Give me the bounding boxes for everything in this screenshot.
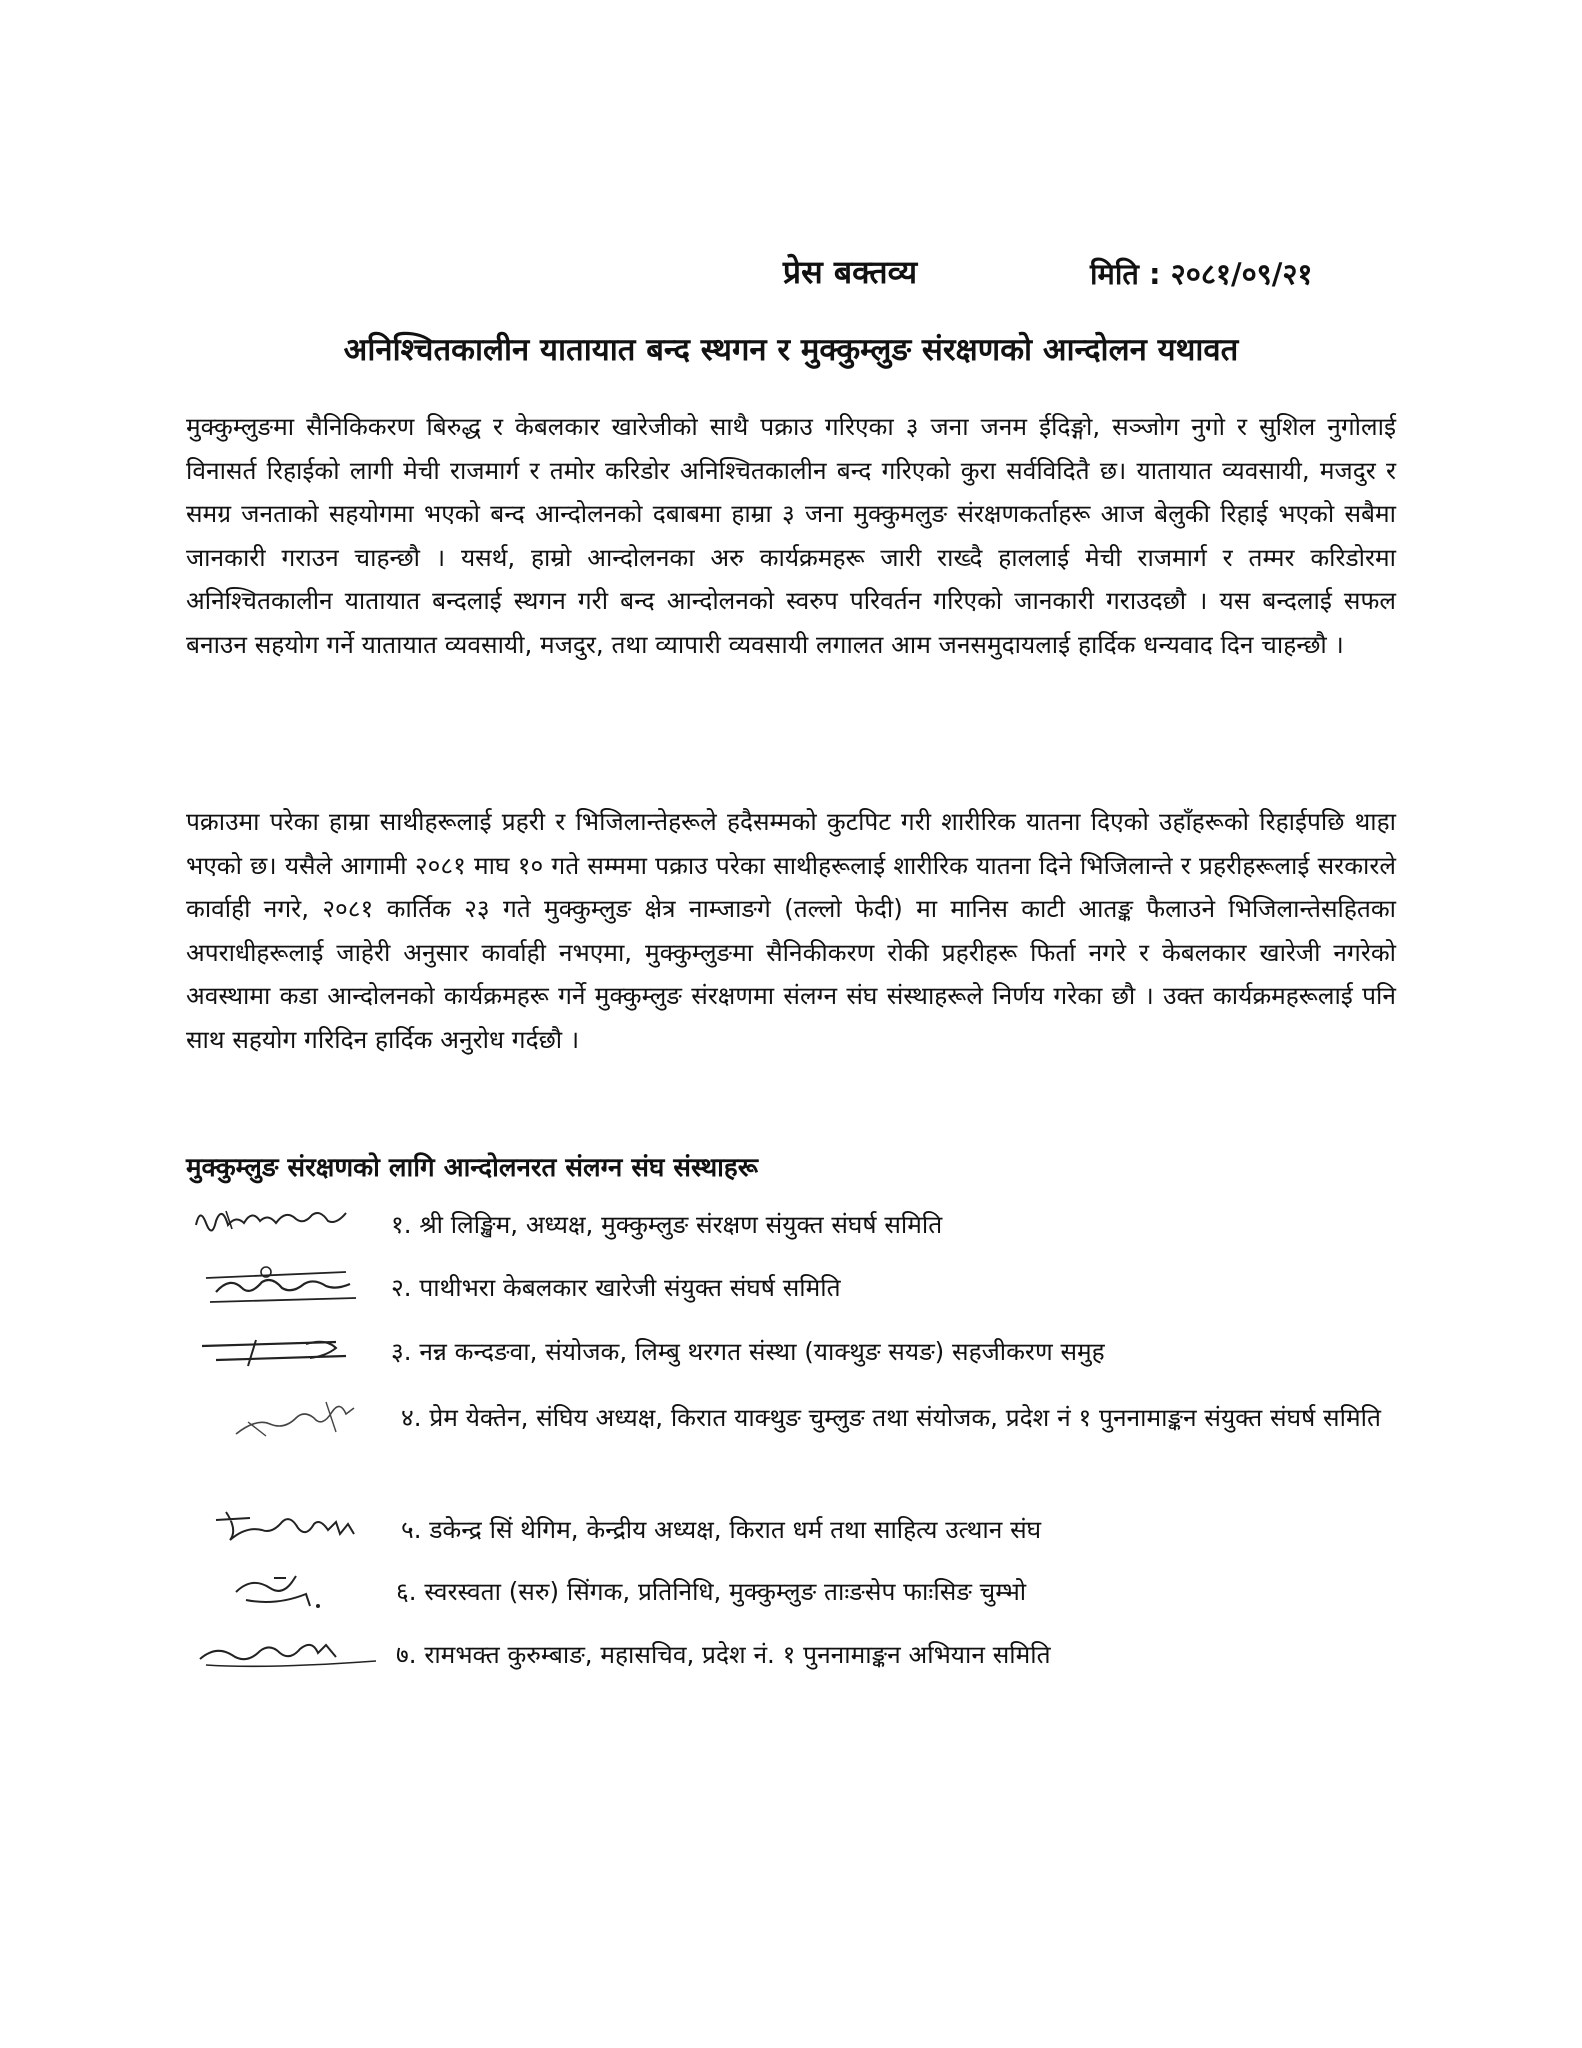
signatory-text: ६. स्वरस्वता (सरु) सिंगक, प्रतिनिधि, मुक्कुम्लुङ ताःङसेप फाःसिङ चुम्भो <box>396 1577 1027 1606</box>
paragraph-1: मुक्कुम्लुङमा सैनिकिकरण बिरुद्ध र केबलकार खारेजीको साथै पक्राउ गरिएका ३ जना जनम ईदिङ्गो, सञ्जोग नुगो र सुशिल नुगोलाई विनासर्त रिहाईको लागी मेची राजमार्ग र तमोर करिडोर अनिश्चितकालीन बन्द गरिएको कुरा सर्वविदितै छ। यातायात व्यवसायी, मजदुर र समग्र जनताको सहयोगमा भएको बन्द आन्दोलनको दबाबमा हाम्रा ३ जना मुक्कुमलुङ संरक्षणकर्ताहरू आज बेलुकी रिहाई भएको सबैमा जानकारी गराउन चाहन्छौ । यसर्थ, हाम्रो आन्दोलनका अरु कार्यक्रमहरू जारी राख्दै हाललाई मेची राजमार्ग र तम्मर करिडोरमा अनिश्चितकालीन यातायात बन्दलाई स्थगन गरी बन्द आन्दोलनको स्वरुप परिवर्तन गरिएको जानकारी गराउदछौ । यस बन्दलाई सफल बनाउन सहयोग गर्ने यातायात व्यवसायी, मजदुर, तथा व्यापारी व्यवसायी लगालत आम जनसमुदायलाई हार्दिक धन्यवाद दिन चाहन्छौ । <box>186 412 1396 659</box>
handwritten-signature <box>186 1322 376 1382</box>
signatory-text: ५. डकेन्द्र सिं थेगिम, केन्द्रीय अध्यक्ष, किरात धर्म तथा साहित्य उत्थान संघ <box>401 1515 1042 1544</box>
headline: अनिश्चितकालीन यातायात बन्द स्थगन र मुक्कुम्लुङ संरक्षणको आन्दोलन यथावत <box>343 332 1239 368</box>
signatory-text: ४. प्रेम येक्तेन, संघिय अध्यक्ष, किरात याक्थुङ चुम्लुङ तथा संयोजक, प्रदेश नं १ पुननामाङ्कन संयुक्त संघर्ष समिति <box>401 1403 1381 1432</box>
header-row <box>0 250 1582 300</box>
signatory-row <box>186 1322 1416 1382</box>
signatory-text: १. श्री लिङ्खिम, अध्यक्ष, मुक्कुम्लुङ संरक्षण संयुक्त संघर्ष समिति <box>391 1210 943 1239</box>
signatory-row <box>186 1195 1416 1255</box>
signatory-text: ३. नन्न कन्दङवा, संयोजक, लिम्बु थरगत संस्था (याक्थुङ सयङ) सहजीकरण समुह <box>391 1337 1105 1366</box>
document-date: मिति : २०८१/०९/२१ <box>1090 257 1313 291</box>
paragraph-2: पक्राउमा परेका हाम्रा साथीहरूलाई प्रहरी र भिजिलान्तेहरूले हदैसम्मको कुटपिट गरी शारीरिक यातना दिएको उहाँहरूको रिहाईपछि थाहा भएको छ। यसैले आगामी २०८१ माघ १० गते सम्ममा पक्राउ परेका साथीहरूलाई शारीरिक यातना दिने भिजिलान्ते र प्रहरीहरूलाई सरकारले कार्वाही नगरे, २०८१ कार्तिक २३ गते मुक्कुम्लुङ क्षेत्र नाम्जाङगे (तल्लो फेदी) मा मानिस काटी आतङ्क फैलाउने भिजिलान्तेसहितका अपराधीहरूलाई जाहेरी अनुसार कार्वाही नभएमा, मुक्कुम्लुङमा सैनिकीकरण रोकी प्रहरीहरू फिर्ता नगरे र केबलकार खारेजी नगरेको अवस्थामा कडा आन्दोलनको कार्यक्रमहरू गर्ने मुक्कुम्लुङ संरक्षणमा संलग्न संघ संस्थाहरूले निर्णय गरेका छौ । उक्त कार्यक्रमहरूलाई पनि साथ सहयोग गरिदिन हार्दिक अनुरोध गर्दछौ । <box>186 807 1396 1054</box>
signatory-row <box>186 1500 1416 1560</box>
signatories-heading: मुक्कुम्लुङ संरक्षणको लागि आन्दोलनरत संलग्न संघ संस्थाहरू <box>186 1153 758 1183</box>
document-title: प्रेस बक्तव्य <box>782 253 918 291</box>
handwritten-signature <box>186 1625 376 1685</box>
handwritten-signature <box>186 1562 376 1622</box>
signatory-row <box>186 1388 1416 1448</box>
signatory-row <box>186 1562 1416 1622</box>
handwritten-signature <box>186 1500 376 1560</box>
signatory-text: ७. रामभक्त कुरुम्बाङ, महासचिव, प्रदेश नं. १ पुननामाङ्कन अभियान समिति <box>396 1640 1051 1669</box>
signatory-text: २. पाथीभरा केबलकार खारेजी संयुक्त संघर्ष समिति <box>391 1273 841 1302</box>
handwritten-signature <box>186 1258 376 1318</box>
handwritten-signature <box>186 1388 376 1448</box>
signatory-row <box>186 1625 1416 1685</box>
handwritten-signature <box>186 1195 376 1255</box>
signatory-row <box>186 1258 1416 1318</box>
